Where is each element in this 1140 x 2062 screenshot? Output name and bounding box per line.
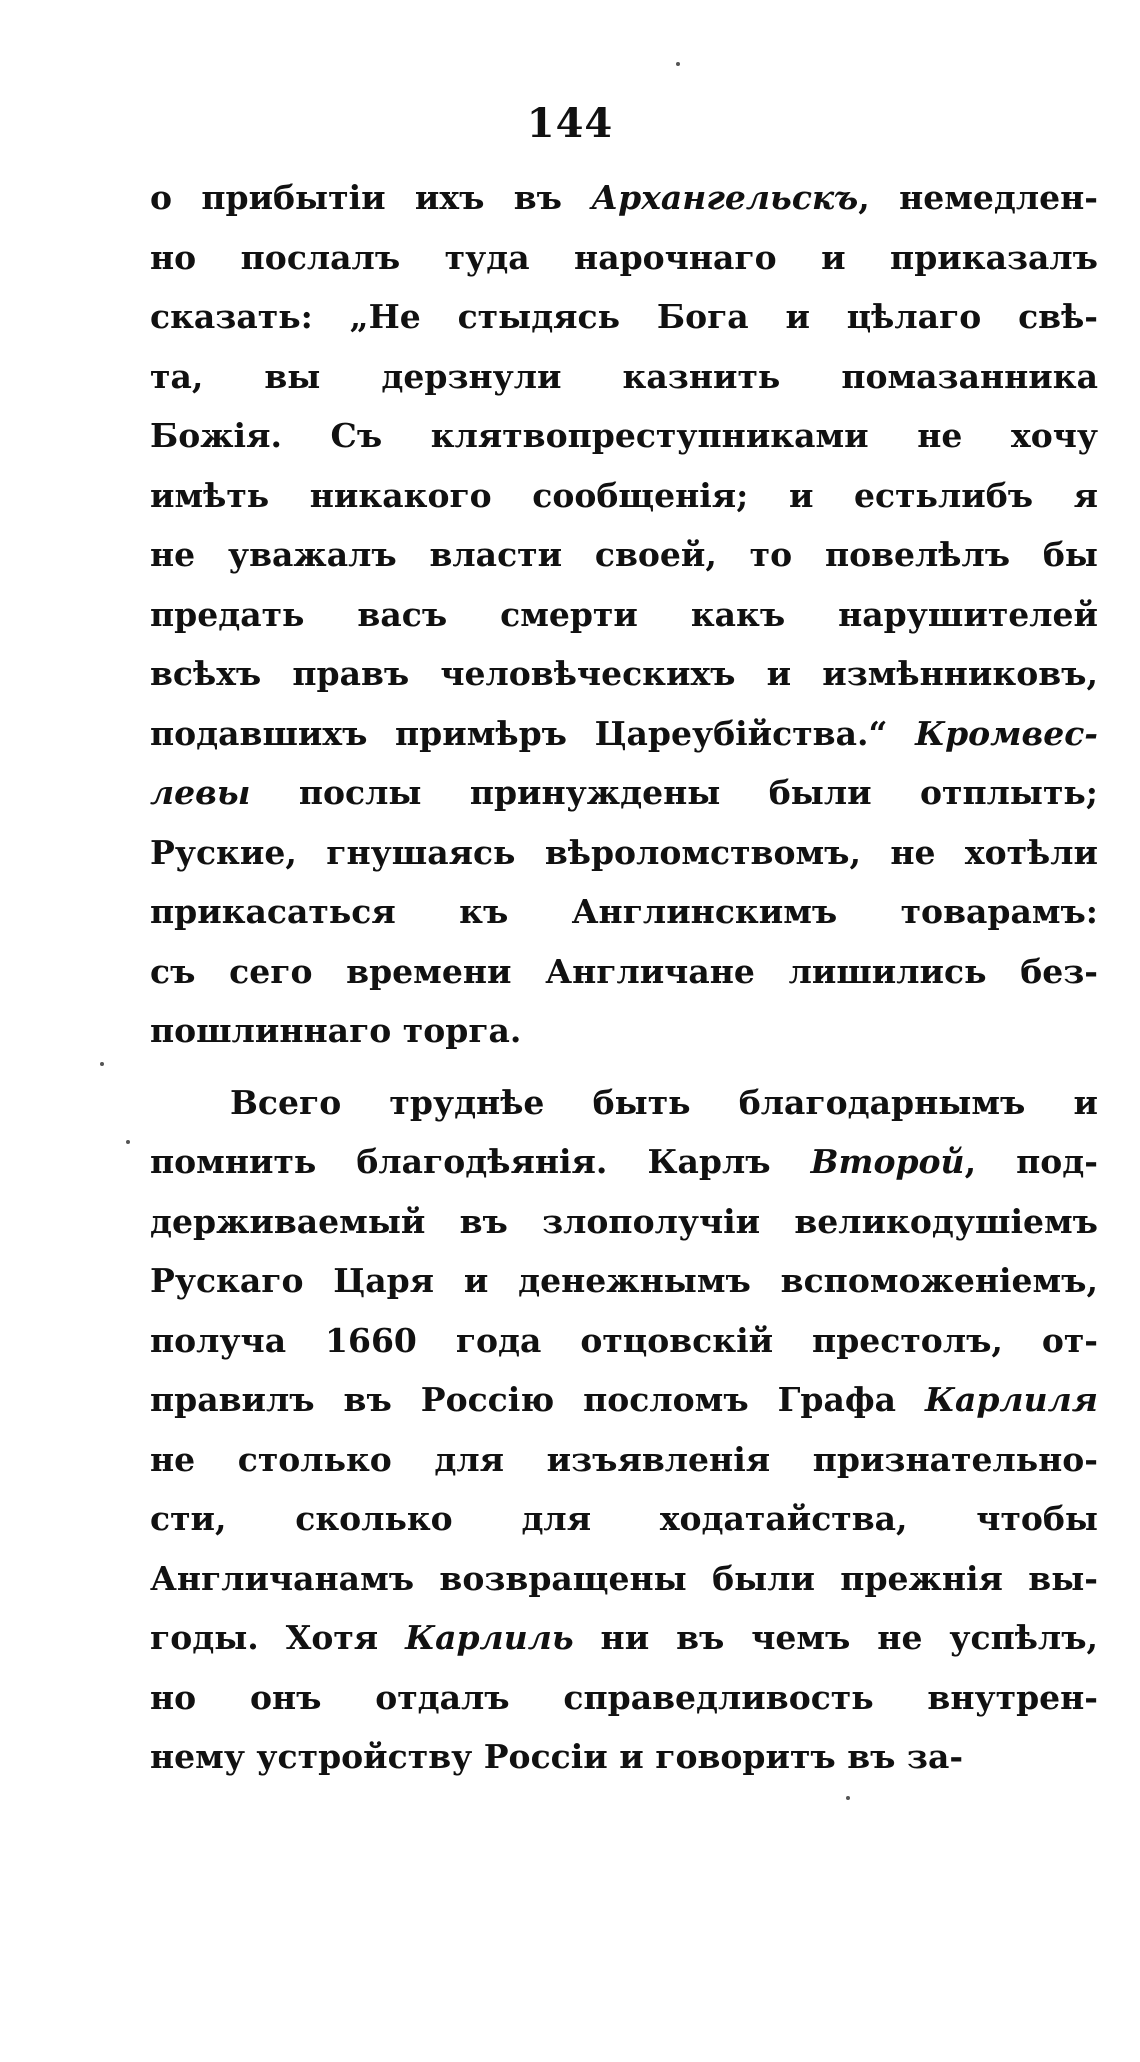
text-line — [150, 1668, 1098, 1728]
text-run: Рускаго Царя и денежнымъ вспоможеніемъ, — [150, 1261, 1098, 1300]
text-run: та, вы дерзнули казнить помазанника — [150, 356, 1098, 396]
text-run: всѣхъ правъ человѣческихъ и измѣнниковъ, — [150, 654, 1098, 693]
text-line — [150, 1001, 1098, 1061]
text-line — [150, 1311, 1098, 1371]
italic-text: Карлиля — [924, 1380, 1098, 1419]
text-line — [150, 347, 1098, 407]
text-run: , под- — [964, 1142, 1098, 1181]
text-run: пошлиннаго торга. — [150, 1011, 522, 1050]
text-line — [150, 1073, 1098, 1133]
italic-text: Карлиль — [405, 1618, 574, 1657]
page-number: 144 — [526, 100, 614, 147]
text-line — [150, 882, 1098, 942]
paper-speck — [846, 1796, 850, 1800]
text-line — [150, 763, 1098, 823]
text-run: Англичанамъ возвращены были прежнія вы- — [150, 1558, 1098, 1598]
text-run: съ сего времени Англичане лишились без- — [150, 951, 1098, 991]
text-line — [150, 1251, 1098, 1311]
text-line — [150, 406, 1098, 466]
text-line — [150, 1430, 1098, 1490]
text-line — [150, 1192, 1098, 1252]
text-run: ни въ чемъ не успѣлъ, — [573, 1618, 1098, 1657]
paper-speck — [100, 1062, 104, 1066]
italic-text: Архангельскъ — [591, 178, 859, 217]
text-line — [150, 1489, 1098, 1549]
text-line — [150, 466, 1098, 526]
text-line — [150, 1132, 1098, 1192]
text-line — [150, 1608, 1098, 1668]
text-line — [150, 704, 1098, 764]
text-run: годы. Хотя — [150, 1618, 406, 1657]
text-line — [150, 1727, 1098, 1787]
text-line — [150, 644, 1098, 704]
text-run: прикасаться къ Англинскимъ товарамъ: — [150, 892, 1098, 931]
text-run: Божія. Съ клятвопреступниками не хочу — [150, 416, 1098, 455]
text-line — [150, 287, 1098, 347]
text-line — [150, 585, 1098, 645]
text-run: помнить благодѣянія. Карлъ — [150, 1142, 811, 1181]
text-line — [150, 525, 1098, 585]
paragraph-1 — [150, 168, 1098, 1061]
text-line — [150, 1549, 1098, 1609]
text-line — [150, 942, 1098, 1002]
text-run: не уважалъ власти своей, то повелѣлъ бы — [150, 535, 1098, 574]
text-run: , немедлен- — [858, 178, 1098, 217]
text-run: имѣть никакого сообщенія; и естьлибъ я — [150, 475, 1098, 515]
text-run: сти, сколько для ходатайства, чтобы — [150, 1499, 1098, 1538]
paragraph-2 — [150, 1073, 1098, 1787]
text-run: нему устройству Россіи и говоритъ въ за- — [150, 1737, 964, 1776]
text-body — [150, 168, 1098, 1787]
paper-speck — [676, 62, 680, 66]
italic-text: левы — [150, 773, 251, 812]
text-line — [150, 823, 1098, 883]
text-run: держиваемый въ злополучіи великодушіемъ — [150, 1201, 1098, 1241]
text-run: послы принуждены были отплыть; — [250, 773, 1098, 812]
text-line — [150, 1370, 1098, 1430]
text-run: но онъ отдалъ справедливость внутрен- — [150, 1677, 1098, 1717]
paper-speck — [126, 1140, 130, 1144]
text-run: подавшихъ примѣръ Цареубійства.“ — [150, 713, 916, 753]
text-line — [150, 228, 1098, 288]
text-line — [150, 168, 1098, 228]
text-run: правилъ въ Россію посломъ Графа — [150, 1380, 925, 1419]
text-run: не столько для изъявленія признательно- — [150, 1439, 1098, 1479]
text-run: получа 1660 года отцовскій престолъ, от- — [150, 1320, 1098, 1360]
text-run: сказать: „Не стыдясь Бога и цѣлаго свѣ- — [150, 297, 1098, 336]
text-run: Руские, гнушаясь вѣроломствомъ, не хотѣли — [150, 832, 1098, 872]
italic-text: Второй — [810, 1142, 965, 1181]
text-run: предать васъ смерти какъ нарушителей — [150, 594, 1098, 634]
paragraph-gap — [150, 1061, 1098, 1073]
text-run: Всего труднѣе быть благодарнымъ и — [230, 1082, 1098, 1122]
italic-text: Кромвес- — [915, 713, 1098, 753]
text-run: о прибытіи ихъ въ — [150, 178, 592, 217]
text-run: но послалъ туда нарочнаго и приказалъ — [150, 237, 1098, 277]
